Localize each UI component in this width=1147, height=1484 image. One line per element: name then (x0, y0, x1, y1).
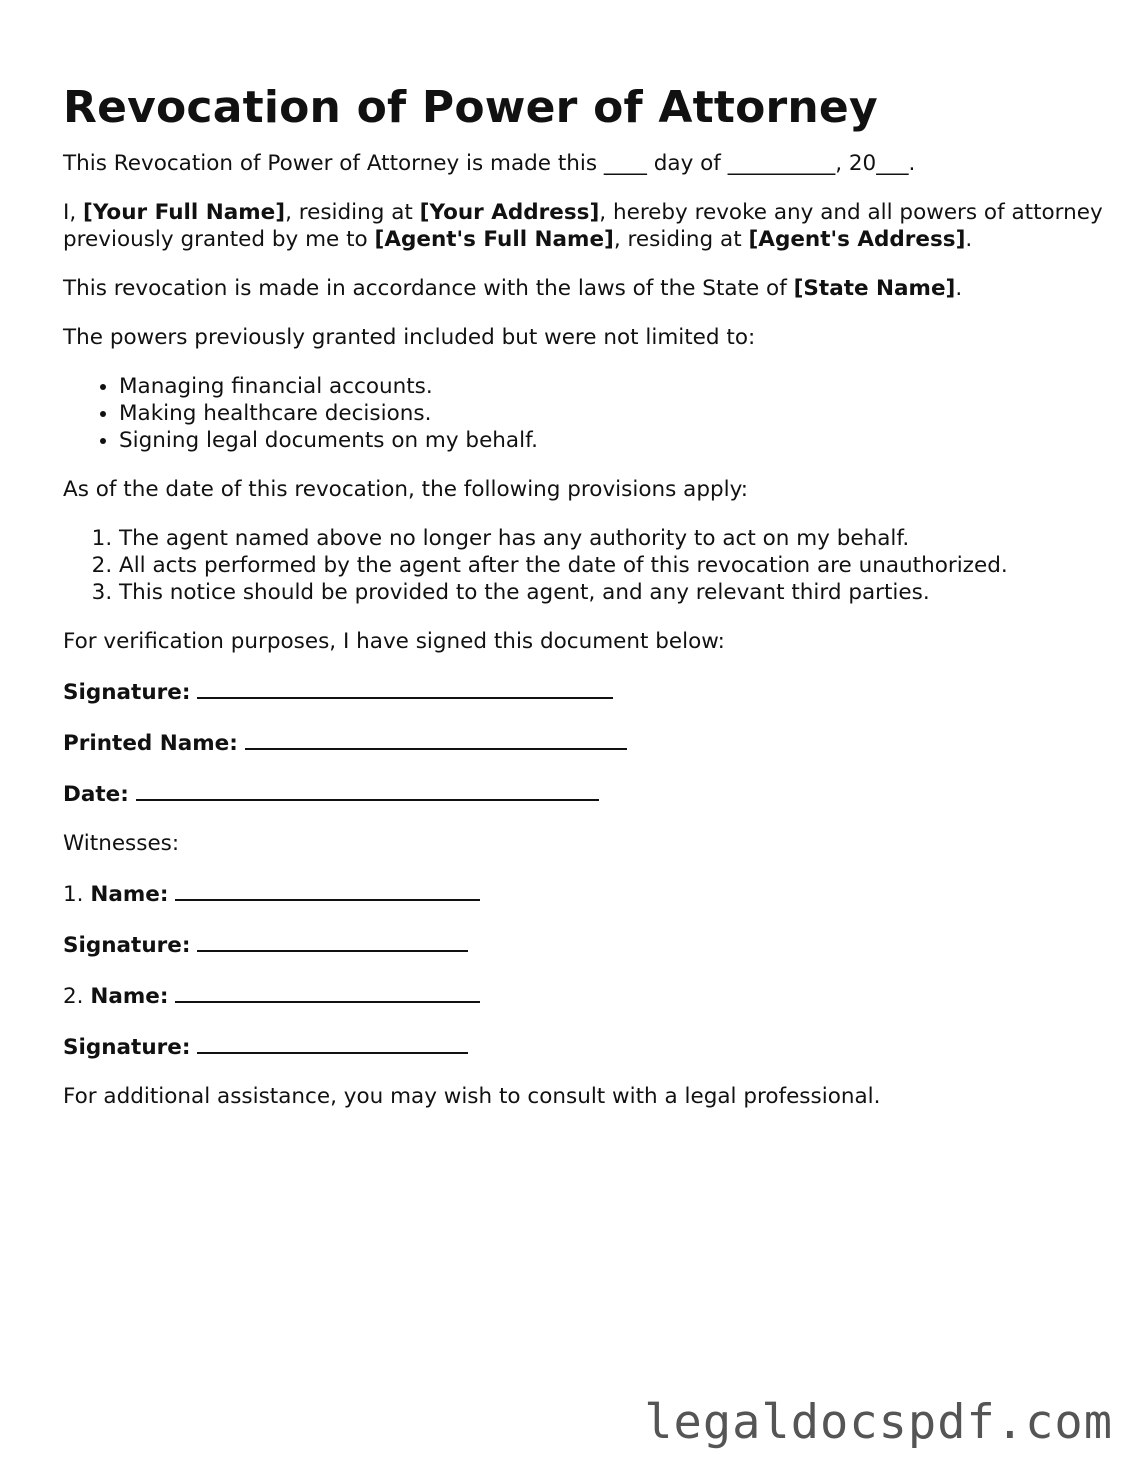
list-item: • Making healthcare decisions. (119, 400, 1103, 427)
witnesses-heading: Witnesses: (63, 831, 180, 856)
signature-field (63, 677, 1103, 706)
witness-2-name-line[interactable] (175, 981, 480, 1003)
date-field (63, 779, 1103, 808)
printed-name-label: Printed Name: (63, 731, 238, 756)
agent-name-placeholder: [Agent's Full Name] (374, 227, 614, 252)
agent-address-placeholder: [Agent's Address] (748, 227, 966, 252)
state-name-placeholder: [State Name] (793, 276, 956, 301)
document-page (63, 78, 1103, 1132)
witness-2-signature-line[interactable] (197, 1032, 468, 1054)
verification-statement: For verification purposes, I have signed this document below: (63, 629, 725, 654)
witness-1-name-line[interactable] (175, 879, 480, 901)
witness-name-label: Name: (90, 984, 169, 1009)
revocation-paragraph: I, [Your Full Name], residing at [Your Address], hereby revoke any and all powers of attorney previously granted by me to [Agent's Full Name], residing at [Agent's Address]. (63, 200, 1103, 252)
list-item: 3. This notice should be provided to the agent, and any relevant third parties. (119, 579, 1103, 606)
witness-name-label: Name: (90, 882, 169, 907)
list-item: 1. The agent named above no longer has any authority to act on my behalf. (119, 525, 1103, 552)
powers-intro: The powers previously granted included but were not limited to: (63, 325, 756, 350)
signature-line[interactable] (197, 677, 613, 699)
witness-2-name-field: 2. Name: (63, 981, 1103, 1010)
date-label: Date: (63, 782, 129, 807)
your-name-placeholder: [Your Full Name] (83, 200, 286, 225)
witness-signature-label: Signature: (63, 933, 191, 958)
witness-signature-label: Signature: (63, 1035, 191, 1060)
your-address-placeholder: [Your Address] (419, 200, 600, 225)
state-clause: This revocation is made in accordance with the laws of the State of [State Name]. (63, 276, 963, 301)
list-item: • Managing financial accounts. (119, 373, 1103, 400)
witness-1-signature-field (63, 930, 1103, 959)
witness-2-signature-field (63, 1032, 1103, 1061)
provisions-list (63, 525, 1103, 606)
list-item: 2. All acts performed by the agent after the date of this revocation are unauthorized. (119, 552, 1103, 579)
printed-name-line[interactable] (245, 728, 627, 750)
powers-list (63, 373, 1103, 454)
provisions-intro: As of the date of this revocation, the following provisions apply: (63, 477, 748, 502)
watermark: legaldocspdf.com (644, 1395, 1113, 1450)
printed-name-field (63, 728, 1103, 757)
witness-1-name-field: 1. Name: (63, 879, 1103, 908)
signature-label: Signature: (63, 680, 191, 705)
witness-1-signature-line[interactable] (197, 930, 468, 952)
intro-paragraph: This Revocation of Power of Attorney is made this ____ day of __________, 20___. (63, 151, 916, 176)
list-item: • Signing legal documents on my behalf. (119, 427, 1103, 454)
document-title: Revocation of Power of Attorney (63, 82, 878, 133)
date-line[interactable] (136, 779, 599, 801)
footer-note: For additional assistance, you may wish to consult with a legal professional. (63, 1084, 881, 1109)
